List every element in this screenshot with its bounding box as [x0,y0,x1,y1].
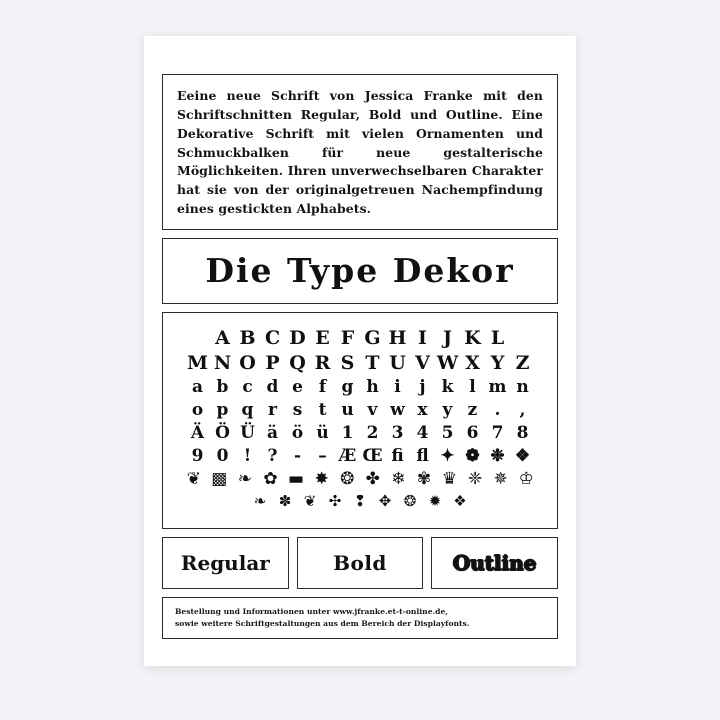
glyph: w [390,399,405,420]
glyph: ❦ [186,468,201,489]
glyph: ❂ [403,491,417,510]
glyph: P [265,351,280,374]
glyph: E [315,326,330,349]
glyph: F [340,326,355,349]
glyph: X [465,351,480,374]
glyph: ✿ [263,468,278,489]
specimen-panel [162,312,558,529]
glyph: ▬ [288,468,305,489]
glyph: I [418,326,427,349]
glyph: k [441,376,454,397]
weight-label: Bold [333,551,387,575]
glyph: Ä [190,422,205,443]
ornaments-row-1 [181,469,539,489]
glyph: ♔ [518,468,534,489]
glyph: L [490,326,505,349]
glyph: z [467,399,478,420]
glyph: ✤ [365,468,380,489]
glyph: ✾ [416,468,432,489]
glyph: n [516,376,529,397]
glyph: q [241,399,254,420]
glyph: U [389,351,406,374]
weight-label: Outline [452,551,537,575]
glyph: ❉ [490,445,505,466]
lowercase-o-z [181,400,539,420]
glyph: N [213,351,232,374]
glyph: ▩ [211,468,228,489]
title-panel [162,238,558,304]
weight-sample-outline [431,537,558,589]
uppercase-a-l [181,327,539,349]
glyph: V [415,351,430,374]
glyph: m [488,376,507,397]
glyph: J [443,326,452,349]
glyph: Y [490,351,505,374]
glyph: y [442,399,453,420]
glyph: D [289,326,306,349]
glyph: – [318,445,327,466]
glyph: 6 [466,422,479,443]
glyph: ? [267,445,278,466]
glyph: Ö [215,422,230,443]
glyph: ü [316,422,329,443]
glyph: x [417,399,428,420]
glyph: S [340,351,355,374]
lowercase-a-n [181,377,539,397]
glyph: p [216,399,229,420]
glyph: C [264,326,281,349]
glyph: fi [391,445,404,466]
glyph: e [292,376,303,397]
glyph: ✽ [278,491,292,510]
glyph: v [367,399,378,420]
glyph: - [293,445,302,466]
glyph: ❧ [237,468,253,489]
glyph: ä [266,422,278,443]
weights-row [162,537,558,589]
footer-panel [162,597,558,639]
glyph: ✣ [328,491,342,510]
glyph: l [469,376,476,397]
glyph: b [216,376,229,397]
glyph: i [394,376,401,397]
poster-title: Die Type Dekor [205,251,515,291]
umlauts-and-digits [181,423,539,443]
glyph: r [268,399,277,420]
poster-inner [162,74,558,639]
glyph: 0 [216,445,229,466]
ornaments-row-2 [181,492,539,510]
glyph: s [292,399,303,420]
glyph: f [318,376,327,397]
glyph: j [419,376,426,397]
glyph: A [215,326,230,349]
uppercase-m-z [181,352,539,374]
glyph: H [388,326,407,349]
weight-sample-regular [162,537,289,589]
glyph: ❈ [467,468,483,489]
glyph: O [239,351,256,374]
footer-line-2: sowie weitere Schriftgestaltungen aus dem Bereich der Displayfonts. [175,619,470,628]
weight-sample-bold [297,537,424,589]
glyph: g [341,376,354,397]
glyph: , [519,399,526,420]
intro-panel [162,74,558,230]
glyph: fl [416,445,429,466]
glyph: K [464,326,481,349]
glyph: ✦ [440,445,455,466]
digits-and-punctuation [181,446,539,466]
glyph: o [191,399,204,420]
glyph: ❖ [514,445,531,466]
poster-sheet [144,36,576,666]
glyph: . [494,399,501,420]
glyph: B [239,326,256,349]
glyph: M [186,351,209,374]
glyph: T [365,351,380,374]
glyph: h [366,376,379,397]
glyph: ✵ [493,468,508,489]
footer-line-1: Bestellung und Informationen unter www.jfranke.et-t-online.de, [175,606,448,616]
glyph: 4 [416,422,429,443]
glyph: Z [515,351,530,374]
glyph: ❁ [465,445,480,466]
glyph: ❂ [340,468,355,489]
glyph: Ü [240,422,255,443]
glyph: ❦ [303,491,317,510]
glyph: ✹ [428,491,442,510]
weight-label: Regular [180,551,270,575]
glyph: Q [289,351,306,374]
glyph: 2 [366,422,379,443]
glyph: Æ [338,445,357,466]
glyph: t [318,399,327,420]
glyph: ❖ [453,491,467,510]
intro-paragraph: Eeine neue Schrift von Jessica Franke mit den Schriftschnitten Regular, Bold und Outline. Eine Dekorative Schrift mit vielen Ornamenten und Schmuckbalken für neue gestalterische Möglichkeiten. Ihren unverwechselbaren Charakter hat sie von der originalgetreuen Nachempfindung eines gestickten Alphabets. [177,88,543,217]
glyph: ✥ [378,491,392,510]
glyph: R [314,351,331,374]
glyph: W [436,351,459,374]
glyph: 9 [191,445,204,466]
glyph: 7 [491,422,504,443]
glyph: ✸ [314,468,329,489]
glyph: Œ [362,445,383,466]
glyph: 8 [516,422,529,443]
glyph: c [242,376,253,397]
glyph: 3 [391,422,404,443]
glyph: 5 [441,422,454,443]
glyph: ❧ [253,491,267,510]
glyph: ❄ [391,468,406,489]
glyph: d [266,376,279,397]
glyph: 1 [341,422,354,443]
glyph: G [364,326,381,349]
glyph: a [191,376,203,397]
glyph: ö [291,422,304,443]
glyph: ♛ [441,468,458,489]
glyph: u [341,399,354,420]
glyph: ❢ [353,491,367,510]
glyph: ! [243,445,252,466]
